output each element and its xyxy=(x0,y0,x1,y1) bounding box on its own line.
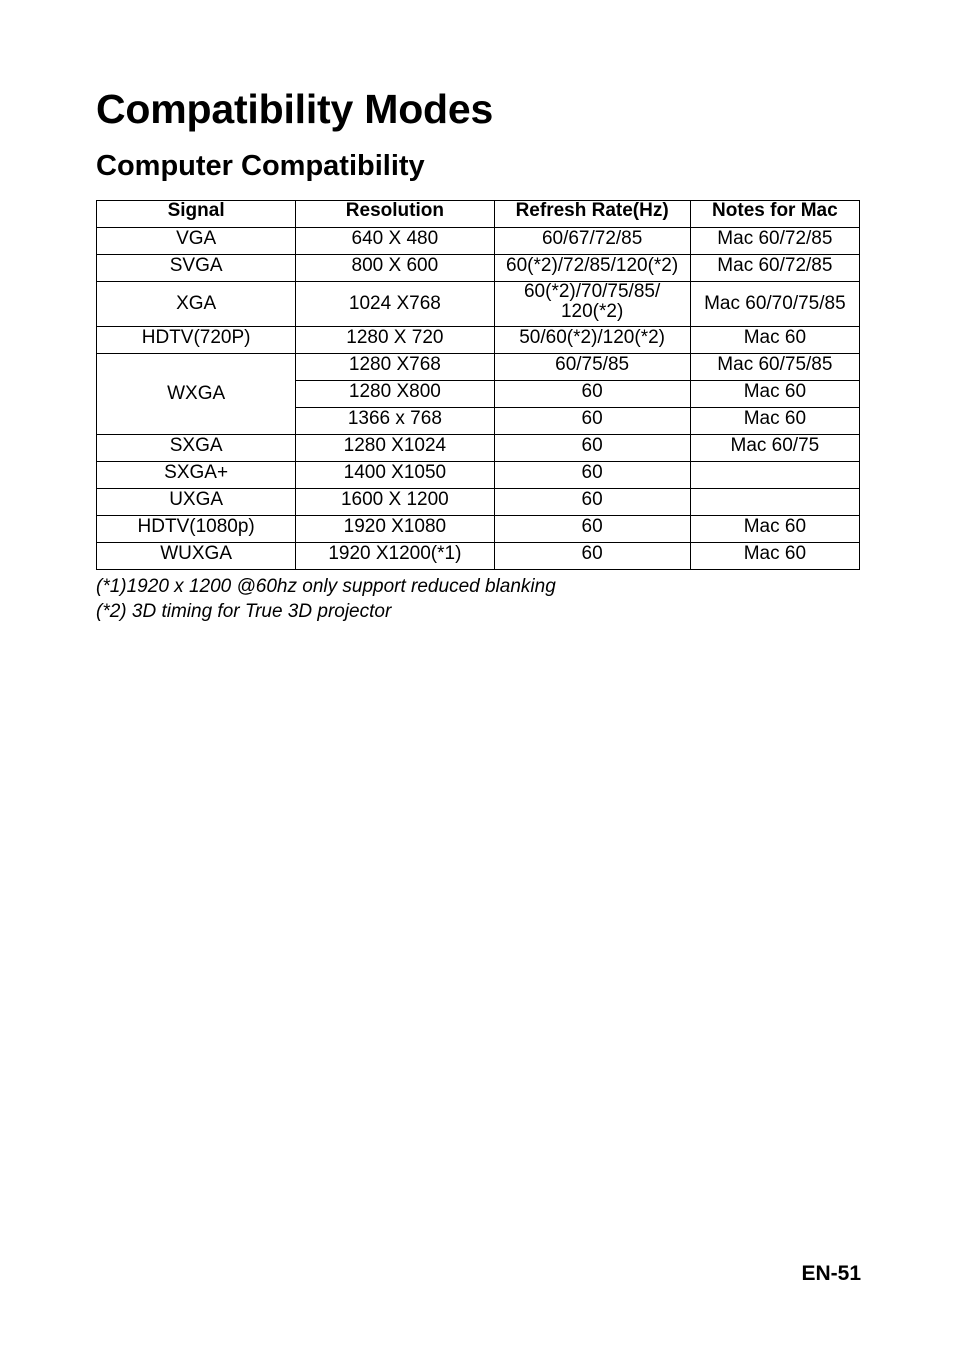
refresh-rate-cell: 60 xyxy=(494,435,690,462)
mac-notes-cell: Mac 60/72/85 xyxy=(690,255,859,282)
signal-cell: HDTV(720P) xyxy=(97,327,296,354)
table-row xyxy=(97,327,860,354)
signal-cell: SVGA xyxy=(97,255,296,282)
refresh-rate-cell: 60(*2)/72/85/120(*2) xyxy=(494,255,690,282)
resolution-cell: 1280 X800 xyxy=(296,381,494,408)
refresh-rate-cell: 60 xyxy=(494,489,690,516)
mac-notes-cell: Mac 60/75/85 xyxy=(690,354,859,381)
refresh-rate-cell: 60/75/85 xyxy=(494,354,690,381)
mac-notes-cell: Mac 60/70/75/85 xyxy=(690,282,859,327)
resolution-cell: 1366 x 768 xyxy=(296,408,494,435)
resolution-cell: 1280 X 720 xyxy=(296,327,494,354)
table-row xyxy=(97,354,860,381)
mac-notes-cell: Mac 60/75 xyxy=(690,435,859,462)
table-row xyxy=(97,228,860,255)
refresh-rate-cell: 60 xyxy=(494,408,690,435)
compatibility-table xyxy=(96,200,860,570)
signal-cell: SXGA xyxy=(97,435,296,462)
mac-notes-cell: Mac 60 xyxy=(690,543,859,570)
table-row xyxy=(97,543,860,570)
footnote: (*2) 3D timing for True 3D projector xyxy=(96,601,392,622)
column-header-resolution: Resolution xyxy=(296,201,494,228)
section-title: Computer Compatibility xyxy=(96,150,425,182)
mac-notes-cell xyxy=(690,462,859,489)
resolution-cell: 1920 X1200(*1) xyxy=(296,543,494,570)
footnotes xyxy=(96,574,556,624)
mac-notes-cell: Mac 60 xyxy=(690,516,859,543)
resolution-cell: 800 X 600 xyxy=(296,255,494,282)
table-row xyxy=(97,489,860,516)
table-header-row xyxy=(97,201,860,228)
refresh-rate-cell: 50/60(*2)/120(*2) xyxy=(494,327,690,354)
mac-notes-cell: Mac 60 xyxy=(690,381,859,408)
column-header-mac-notes: Notes for Mac xyxy=(690,201,859,228)
resolution-cell: 1400 X1050 xyxy=(296,462,494,489)
table-row xyxy=(97,516,860,543)
footnote: (*1)1920 x 1200 @60hz only support reduced blanking xyxy=(96,576,556,597)
refresh-rate-cell: 60 xyxy=(494,516,690,543)
mac-notes-cell: Mac 60 xyxy=(690,408,859,435)
table-row xyxy=(97,462,860,489)
refresh-rate-cell: 60 xyxy=(494,462,690,489)
signal-cell: SXGA+ xyxy=(97,462,296,489)
refresh-rate-cell: 60(*2)/70/75/85/ 120(*2) xyxy=(494,282,690,327)
mac-notes-cell xyxy=(690,489,859,516)
mac-notes-cell: Mac 60 xyxy=(690,327,859,354)
refresh-rate-cell: 60 xyxy=(494,381,690,408)
column-header-signal: Signal xyxy=(97,201,296,228)
signal-cell: HDTV(1080p) xyxy=(97,516,296,543)
resolution-cell: 1920 X1080 xyxy=(296,516,494,543)
signal-cell: WUXGA xyxy=(97,543,296,570)
table-row xyxy=(97,435,860,462)
resolution-cell: 1280 X1024 xyxy=(296,435,494,462)
signal-cell: WXGA xyxy=(97,354,296,435)
mac-notes-cell: Mac 60/72/85 xyxy=(690,228,859,255)
resolution-cell: 640 X 480 xyxy=(296,228,494,255)
page-title: Compatibility Modes xyxy=(96,86,494,132)
refresh-rate-cell: 60/67/72/85 xyxy=(494,228,690,255)
resolution-cell: 1600 X 1200 xyxy=(296,489,494,516)
table-row xyxy=(97,282,860,327)
resolution-cell: 1024 X768 xyxy=(296,282,494,327)
resolution-cell: 1280 X768 xyxy=(296,354,494,381)
signal-cell: VGA xyxy=(97,228,296,255)
page-number: EN-51 xyxy=(801,1262,861,1285)
signal-cell: UXGA xyxy=(97,489,296,516)
refresh-rate-cell: 60 xyxy=(494,543,690,570)
column-header-refresh-rate: Refresh Rate(Hz) xyxy=(494,201,690,228)
table-row xyxy=(97,255,860,282)
signal-cell: XGA xyxy=(97,282,296,327)
